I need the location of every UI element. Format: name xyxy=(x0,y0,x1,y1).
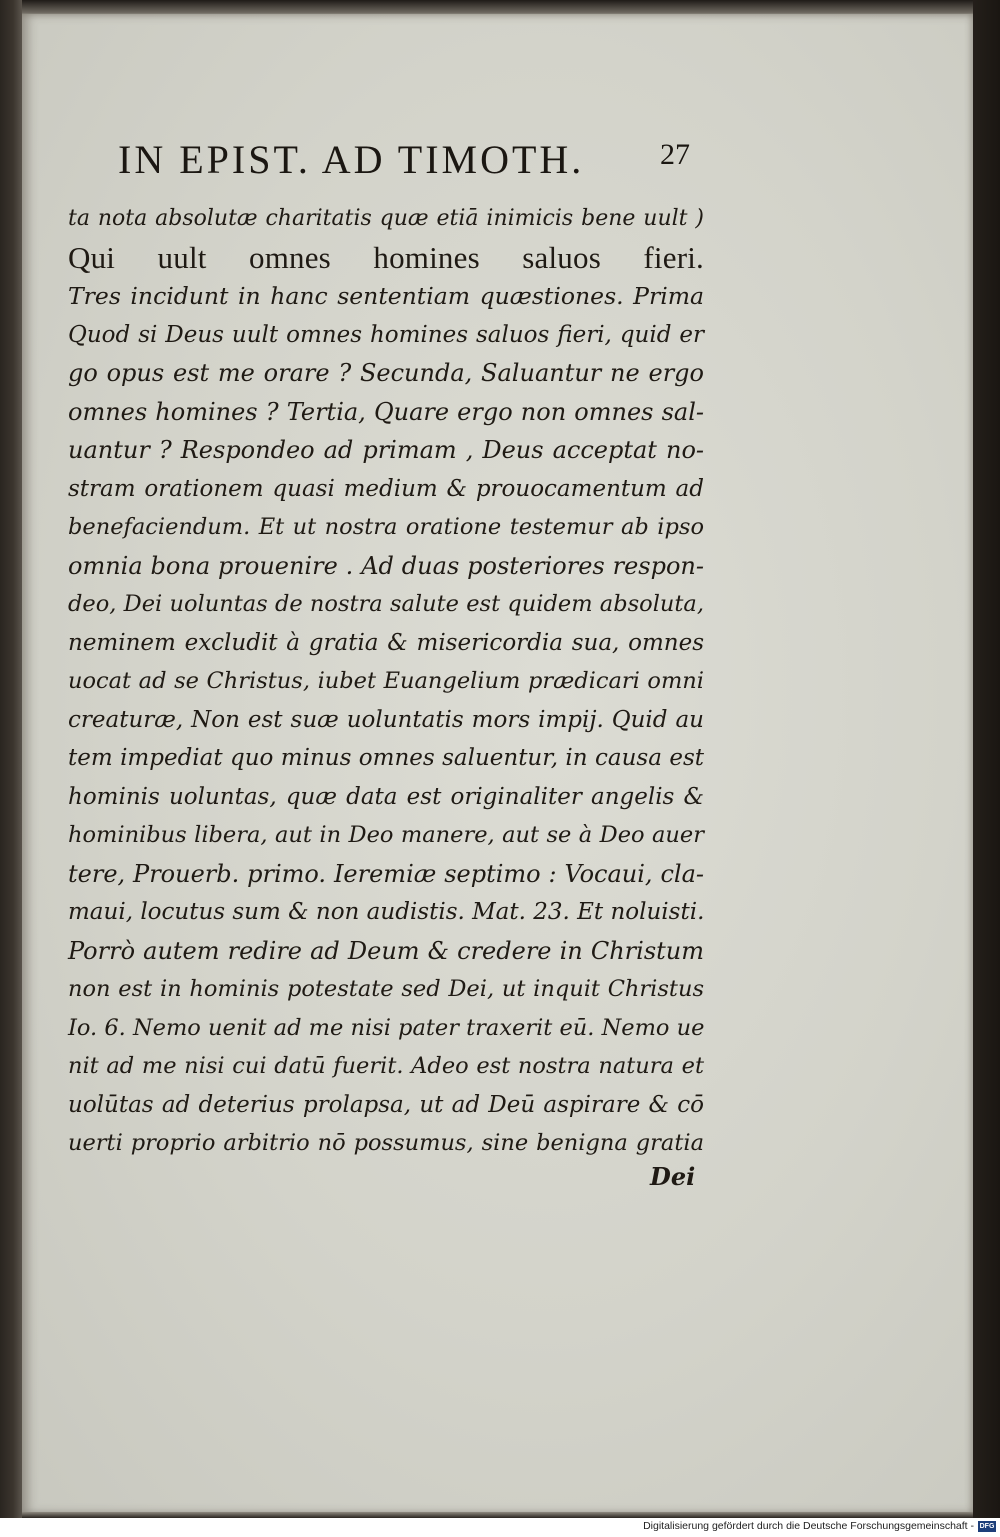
scripture-heading-line: Qui uult omnes homines saluos fieri. xyxy=(68,239,704,275)
text-line: Io. 6. Nemo uenit ad me nisi pater traxerit eū. Nemo ue xyxy=(68,1014,705,1041)
text-line: go opus est me orare ? Secunda, Saluantur ne ergo xyxy=(68,359,704,387)
page-number: 27 xyxy=(660,138,690,171)
text-line: ta nota absolutæ charitatis quæ etiā inimicis bene uult ) xyxy=(68,206,704,231)
text-line: non est in hominis potestate sed Dei, ut inquit Christus xyxy=(68,976,704,1002)
text-line: benefaciendum. Et ut nostra oratione testemur ab ipso xyxy=(68,514,704,540)
digitization-credit: Digitalisierung gefördert durch die Deutsche Forschungsgemeinschaft - xyxy=(643,1520,974,1532)
dfg-logo-icon: DFG xyxy=(979,1523,995,1530)
text-line: uantur ? Respondeo ad primam , Deus acceptat no- xyxy=(68,436,704,464)
text-line: Quod si Deus uult omnes homines saluos fieri, quid er xyxy=(68,321,704,348)
text-line: Porrò autem redire ad Deum & credere in Christum xyxy=(68,936,704,965)
text-line: uocat ad se Christus, iubet Euangelium prædicari omni xyxy=(68,668,704,694)
text-line: tere, Prouerb. primo. Ieremiæ septimo : Vocaui, cla- xyxy=(68,859,704,888)
text-line: uerti proprio arbitrio nō possumus, sine benigna gratia xyxy=(68,1130,704,1156)
text-line: tem impediat quo minus omnes saluentur, in causa est xyxy=(68,745,704,771)
body-text xyxy=(68,200,704,1163)
text-line: uolūtas ad deterius prolapsa, ut ad Deū aspirare & cō xyxy=(68,1091,704,1118)
book-board-edge xyxy=(973,0,1000,1518)
text-line: omnia bona prouenire . Ad duas posteriores respon- xyxy=(68,551,704,580)
book-gutter-edge xyxy=(0,0,22,1518)
text-line: neminem excludit à gratia & misericordia sua, omnes xyxy=(68,629,704,656)
text-line: stram orationem quasi medium & prouocamentum ad xyxy=(68,475,704,502)
text-line: hominis uoluntas, quæ data est originaliter angelis & xyxy=(68,783,704,810)
text-line: hominibus libera, aut in Deo manere, aut se à Deo auer xyxy=(68,822,704,848)
text-line: nit ad me nisi cui datū fuerit. Adeo est nostra natura et xyxy=(68,1053,704,1079)
running-head: IN EPIST. AD TIMOTH. xyxy=(118,137,585,182)
text-line: creaturæ, Non est suæ uoluntatis mors impij. Quid au xyxy=(68,706,704,733)
text-line: Tres incidunt in hanc sententiam quæstiones. Prima xyxy=(68,282,704,310)
text-line: omnes homines ? Tertia, Quare ergo non omnes sal- xyxy=(68,397,704,426)
text-line: deo, Dei uoluntas de nostra salute est quidem absoluta, xyxy=(68,591,704,617)
catchword: Dei xyxy=(650,1162,696,1191)
text-line: maui, locutus sum & non audistis. Mat. 23. Et noluisti. xyxy=(68,899,705,925)
